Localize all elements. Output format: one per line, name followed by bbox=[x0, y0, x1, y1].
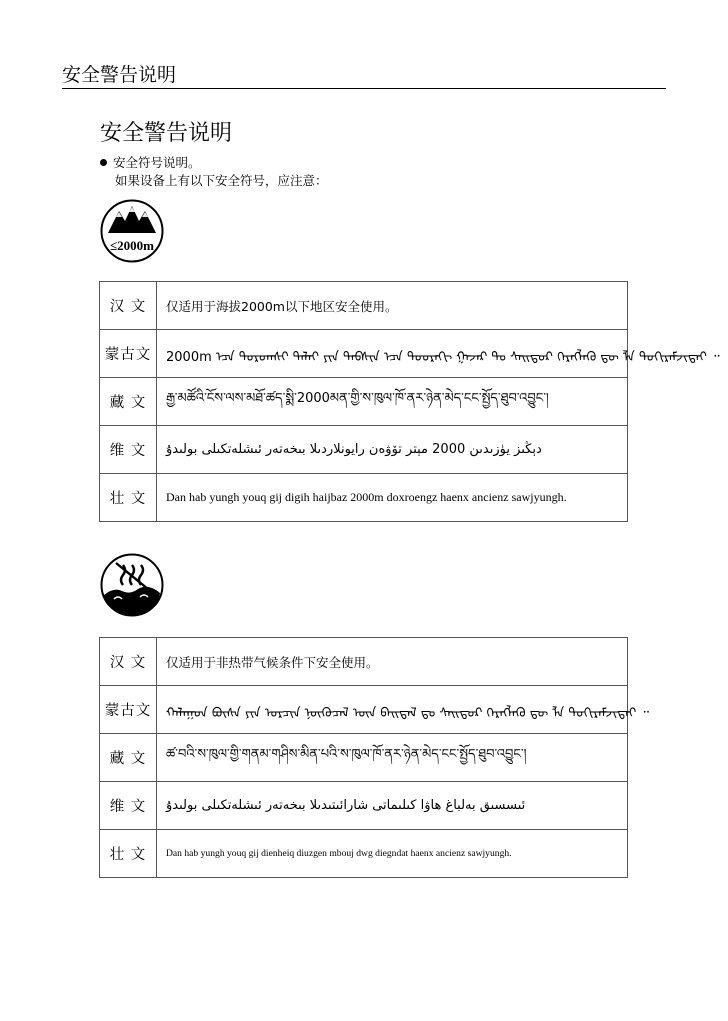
warning-text: རྒྱ་མཚོའི་ངོས་ལས་མཐོ་ཚད་སྨི་2000མན་གྱི་ས་ཁུལ་ཁོ་ནར་ཉེན་མེད་ངང་སྤྱོད་ཐུབ་འབྱུང་། bbox=[157, 378, 628, 426]
language-label: 维 文 bbox=[100, 782, 157, 830]
climate-warning-table bbox=[99, 637, 649, 878]
non-tropical-climate-icon bbox=[100, 553, 164, 617]
warning-text: 仅适用于非热带气候条件下安全使用。 bbox=[157, 638, 628, 686]
warning-text: ᠬᠠᠯᠠᠭᠤᠨ ᠪᠦᠰᠡ ᠶᠢᠨ ᠤᠷᠴᠢᠨ ᠨᠥᠬᠦᠴᠡᠯ ᠦᠨ ᠪᠠᠢᠳᠠᠯ ᠳᠤ ᠰᠠᠢᠲᠤᠷ ᠬᠡᠷᠡᠭᠯᠡᠬᠦ ᠳᠦ ᠯᠠ ᠲᠣᠬᠢᠷᠠᠮᠵᠢᠲᠠᠢ ᠃ bbox=[157, 686, 628, 734]
table-row bbox=[100, 782, 628, 830]
altitude-warning-table bbox=[99, 281, 720, 522]
altitude-label: ≤2000m bbox=[110, 238, 154, 253]
table-row bbox=[100, 734, 628, 782]
note-text: 如果设备上有以下安全符号，应注意： bbox=[115, 173, 328, 188]
warning-text: ཚ་བའི་ས་ཁུལ་གྱི་གནམ་གཤིས་མིན་པའི་ས་ཁུལ་ཁོ་ནར་ཉེན་མེད་ངང་སྤྱོད་ཐུབ་འབྱུང་། bbox=[157, 734, 628, 782]
language-label: 藏 文 bbox=[100, 378, 157, 426]
language-label: 维 文 bbox=[100, 426, 157, 474]
altitude-2000m-icon bbox=[100, 199, 164, 263]
bullet-item bbox=[100, 153, 201, 171]
table-row bbox=[100, 474, 628, 522]
section-title: 安全警告说明 bbox=[100, 121, 233, 146]
language-label: 壮 文 bbox=[100, 474, 157, 522]
warning-text: Dan hab yungh youq gij digih haijbaz 2000m doxroengz haenx ancienz sawjyungh. bbox=[157, 474, 628, 522]
header-divider bbox=[62, 88, 666, 89]
language-label: 汉 文 bbox=[100, 282, 157, 330]
language-label: 蒙古文 bbox=[100, 330, 157, 378]
warning-text: 2000m ᠡᠴᠡ ᠳᠣᠷᠣᠭᠰᠢ ᠳᠠᠯᠠᠢ ᠶᠢᠨ ᠲᠡᠪᠰᠢᠨ ᠡᠴᠡ ᠳᠣᠣᠷᠠᠬᠢ ᠭᠠᠵᠠᠷ ᠲᠤ ᠰᠠᠢᠲᠤᠷ ᠬᠡᠷᠡᠭᠯᠡᠬᠦ ᠳᠦ ᠯᠠ ᠲᠣᠬᠢᠷᠠᠮᠵᠢᠲᠠᠢ ᠃ bbox=[157, 330, 628, 378]
bullet-dot bbox=[100, 159, 107, 166]
table-row bbox=[100, 830, 628, 878]
language-label: 藏 文 bbox=[100, 734, 157, 782]
language-label: 壮 文 bbox=[100, 830, 157, 878]
page-header-title: 安全警告说明 bbox=[62, 64, 177, 86]
table-row bbox=[100, 638, 628, 686]
table-row bbox=[100, 426, 628, 474]
warning-text: دېڭىز يۈزىدىن 2000 مېتر تۆۋەن رايونلاردىلا بىخەتەر ئىشلەتكىلى بولىدۇ bbox=[157, 426, 628, 474]
language-label: 蒙古文 bbox=[100, 686, 157, 734]
table-row bbox=[100, 378, 628, 426]
table-row bbox=[100, 686, 628, 734]
warning-text: ئىسسىق بەلباغ ھاۋا كىلىماتى شارائىتىدىلا بىخەتەر ئىشلەتكىلى بولىدۇ bbox=[157, 782, 628, 830]
language-label: 汉 文 bbox=[100, 638, 157, 686]
bullet-text: 安全符号说明。 bbox=[113, 155, 201, 170]
table-row bbox=[100, 282, 628, 330]
warning-text: 仅适用于海拔2000m以下地区安全使用。 bbox=[157, 282, 628, 330]
warning-text: Dan hab yungh youq gij dienheiq diuzgen mbouj dwg diegndat haenx ancienz sawjyungh. bbox=[157, 830, 628, 878]
table-row bbox=[100, 330, 628, 378]
